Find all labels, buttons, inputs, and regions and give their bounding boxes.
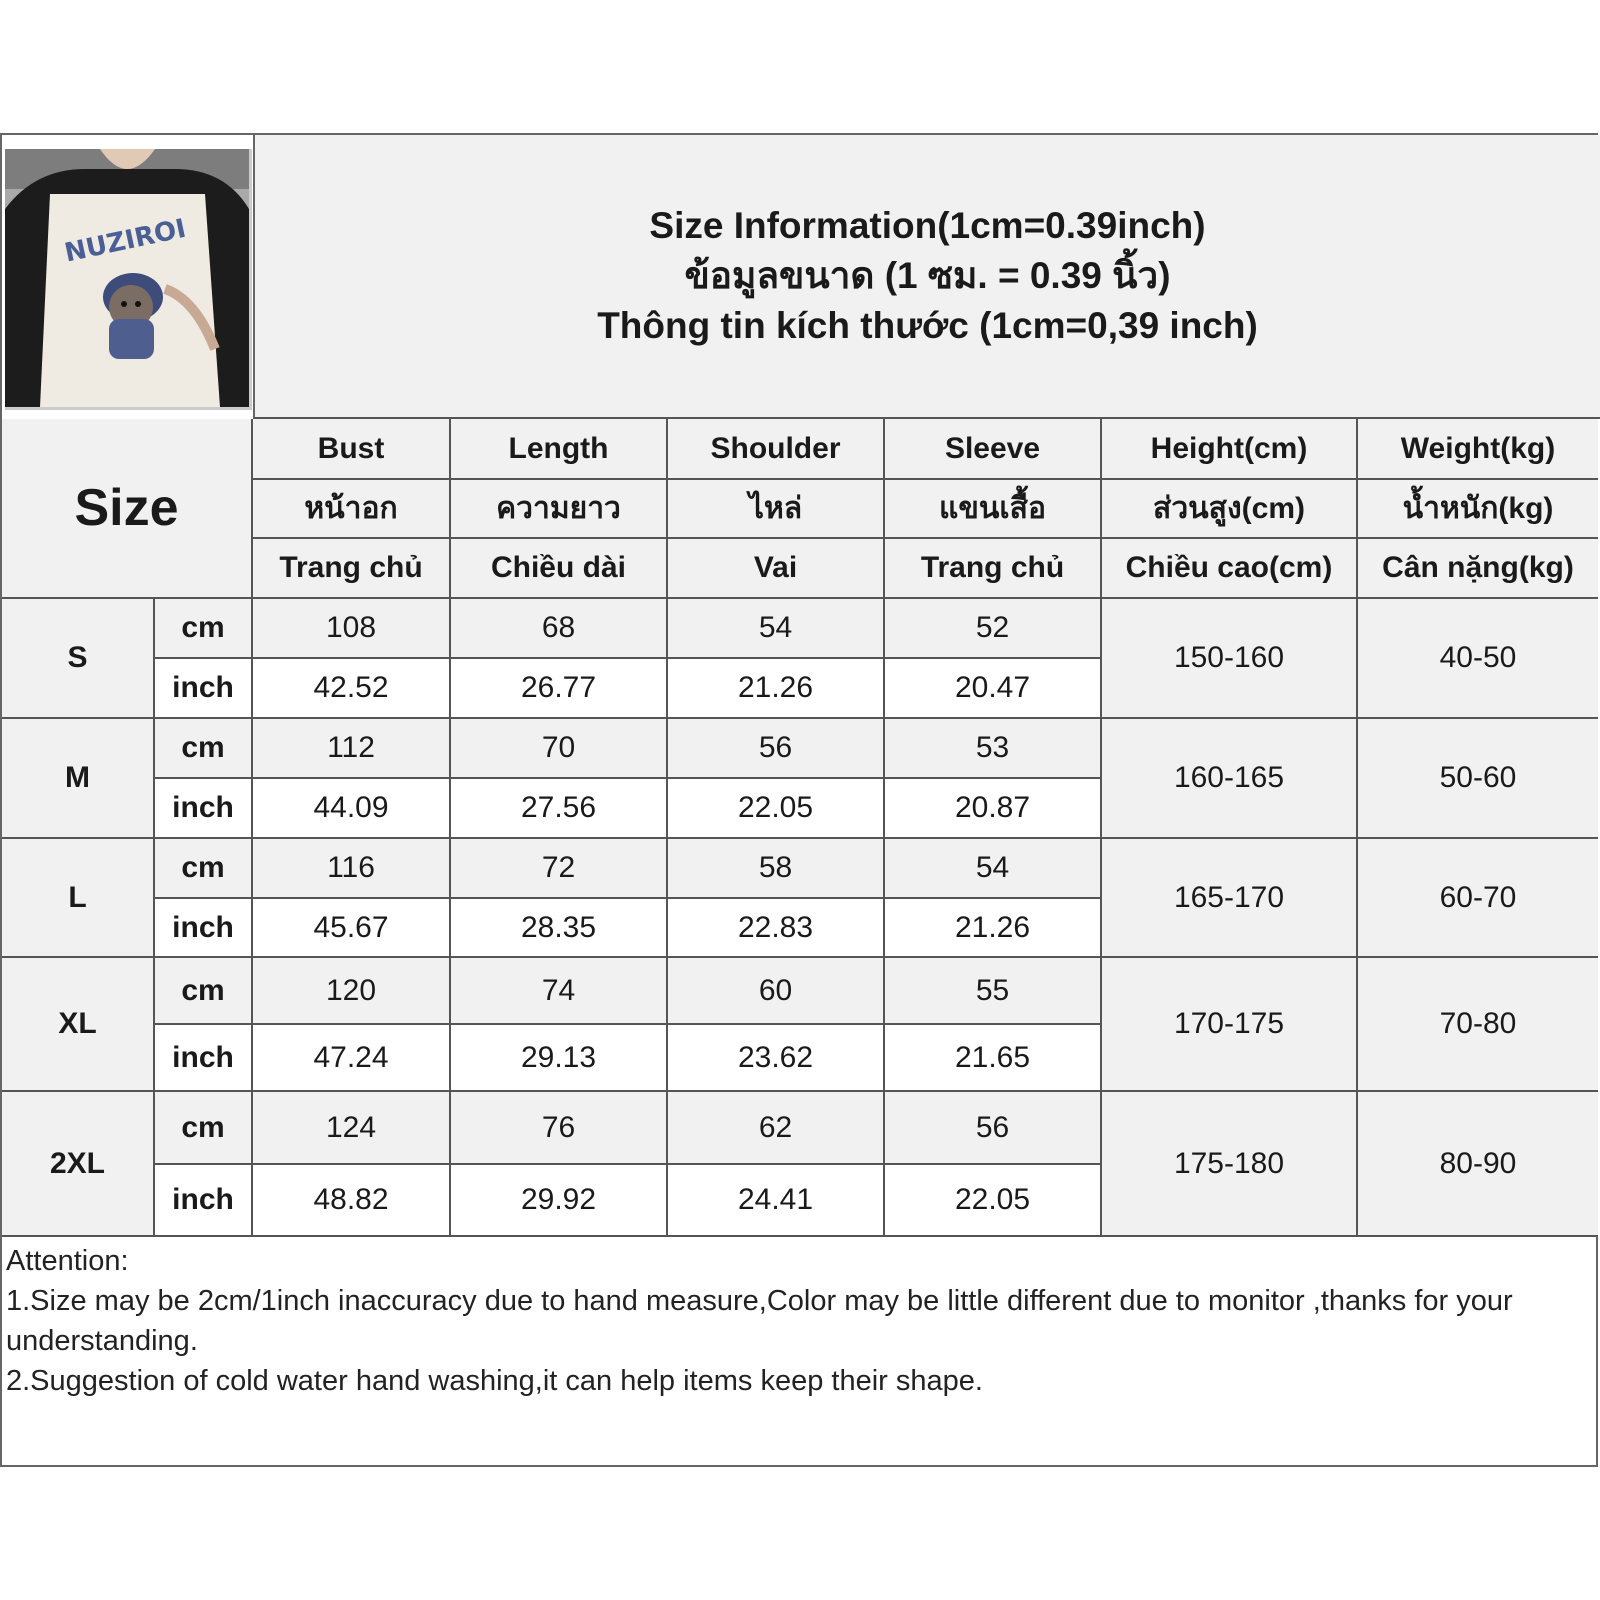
unit-label-cm: cm: [155, 1092, 253, 1165]
column-header-th: น้ำหนัก(kg): [1358, 480, 1598, 539]
size-name: 2XL: [2, 1092, 155, 1237]
column-header-en: Sleeve: [885, 419, 1102, 480]
title-english: Size Information(1cm=0.39inch): [649, 205, 1206, 246]
measurement-cm: 56: [885, 1092, 1102, 1165]
title-thai: ข้อมูลขนาด (1 ซม. = 0.39 นิ้ว): [684, 255, 1171, 296]
measurement-inch: 22.83: [668, 899, 885, 958]
size-header: Size: [2, 419, 253, 599]
measurement-cm: 56: [668, 719, 885, 779]
height-range: 160-165: [1102, 719, 1358, 839]
size-name: L: [2, 839, 155, 958]
measurement-cm: 52: [885, 599, 1102, 659]
measurement-cm: 108: [253, 599, 451, 659]
size-name: S: [2, 599, 155, 719]
title-vietnamese: Thông tin kích thước (1cm=0,39 inch): [597, 305, 1258, 346]
measurement-cm: 53: [885, 719, 1102, 779]
measurement-inch: 22.05: [668, 779, 885, 839]
measurement-cm: 58: [668, 839, 885, 899]
measurement-inch: 45.67: [253, 899, 451, 958]
measurement-inch: 44.09: [253, 779, 451, 839]
weight-range: 70-80: [1358, 958, 1598, 1092]
notes-heading: Attention:: [6, 1245, 129, 1277]
weight-range: 80-90: [1358, 1092, 1598, 1237]
height-range: 165-170: [1102, 839, 1358, 958]
measurement-cm: 70: [451, 719, 668, 779]
measurement-inch: 21.26: [885, 899, 1102, 958]
size-chart: [0, 133, 1598, 1467]
attention-notes: [2, 1237, 1596, 1465]
measurement-inch: 21.26: [668, 659, 885, 719]
height-range: 175-180: [1102, 1092, 1358, 1237]
column-header-vi: Trang chủ: [253, 539, 451, 599]
measurement-cm: 116: [253, 839, 451, 899]
column-header-th: ความยาว: [451, 480, 668, 539]
height-range: 150-160: [1102, 599, 1358, 719]
column-header-vi: Trang chủ: [885, 539, 1102, 599]
measurement-inch: 48.82: [253, 1165, 451, 1237]
measurement-cm: 54: [668, 599, 885, 659]
unit-label-cm: cm: [155, 599, 253, 659]
column-header-vi: Vai: [668, 539, 885, 599]
notes-line-2: 2.Suggestion of cold water hand washing,it can help items keep their shape.: [6, 1365, 983, 1397]
measurement-inch: 20.47: [885, 659, 1102, 719]
measurement-cm: 54: [885, 839, 1102, 899]
weight-range: 60-70: [1358, 839, 1598, 958]
unit-label-cm: cm: [155, 958, 253, 1025]
measurement-cm: 62: [668, 1092, 885, 1165]
measurement-cm: 74: [451, 958, 668, 1025]
measurement-inch: 21.65: [885, 1025, 1102, 1092]
column-header-vi: Cân nặng(kg): [1358, 539, 1598, 599]
column-header-vi: Chiều cao(cm): [1102, 539, 1358, 599]
column-header-en: Shoulder: [668, 419, 885, 480]
column-header-th: ส่วนสูง(cm): [1102, 480, 1358, 539]
column-header-en: Bust: [253, 419, 451, 480]
unit-label-inch: inch: [155, 659, 253, 719]
measurement-inch: 27.56: [451, 779, 668, 839]
measurement-cm: 55: [885, 958, 1102, 1025]
notes-line-1: 1.Size may be 2cm/1inch inaccuracy due to hand measure,Color may be little different due to monitor ,thanks for your understanding.: [6, 1285, 1521, 1357]
unit-label-cm: cm: [155, 839, 253, 899]
measurement-inch: 24.41: [668, 1165, 885, 1237]
unit-label-inch: inch: [155, 1165, 253, 1237]
column-header-en: Weight(kg): [1358, 419, 1598, 480]
column-header-vi: Chiều dài: [451, 539, 668, 599]
measurement-cm: 72: [451, 839, 668, 899]
title-block: [253, 135, 1600, 419]
measurement-inch: 47.24: [253, 1025, 451, 1092]
measurement-inch: 23.62: [668, 1025, 885, 1092]
measurement-cm: 60: [668, 958, 885, 1025]
measurement-cm: 124: [253, 1092, 451, 1165]
size-name: XL: [2, 958, 155, 1092]
unit-label-cm: cm: [155, 719, 253, 779]
weight-range: 50-60: [1358, 719, 1598, 839]
column-header-th: ไหล่: [668, 480, 885, 539]
product-photo-illustration: [5, 149, 249, 407]
weight-range: 40-50: [1358, 599, 1598, 719]
measurement-inch: 20.87: [885, 779, 1102, 839]
column-header-en: Height(cm): [1102, 419, 1358, 480]
print-text: NUZIROI: [61, 213, 189, 269]
size-name: M: [2, 719, 155, 839]
measurement-inch: 22.05: [885, 1165, 1102, 1237]
measurement-cm: 76: [451, 1092, 668, 1165]
measurement-cm: 112: [253, 719, 451, 779]
unit-label-inch: inch: [155, 1025, 253, 1092]
column-header-en: Length: [451, 419, 668, 480]
measurement-cm: 68: [451, 599, 668, 659]
measurement-inch: 42.52: [253, 659, 451, 719]
product-photo-icon: [5, 149, 252, 410]
column-header-th: แขนเสื้อ: [885, 480, 1102, 539]
height-range: 170-175: [1102, 958, 1358, 1092]
unit-label-inch: inch: [155, 779, 253, 839]
measurement-inch: 29.13: [451, 1025, 668, 1092]
measurement-inch: 28.35: [451, 899, 668, 958]
measurement-cm: 120: [253, 958, 451, 1025]
measurement-inch: 29.92: [451, 1165, 668, 1237]
column-header-th: หน้าอก: [253, 480, 451, 539]
unit-label-inch: inch: [155, 899, 253, 958]
measurement-inch: 26.77: [451, 659, 668, 719]
